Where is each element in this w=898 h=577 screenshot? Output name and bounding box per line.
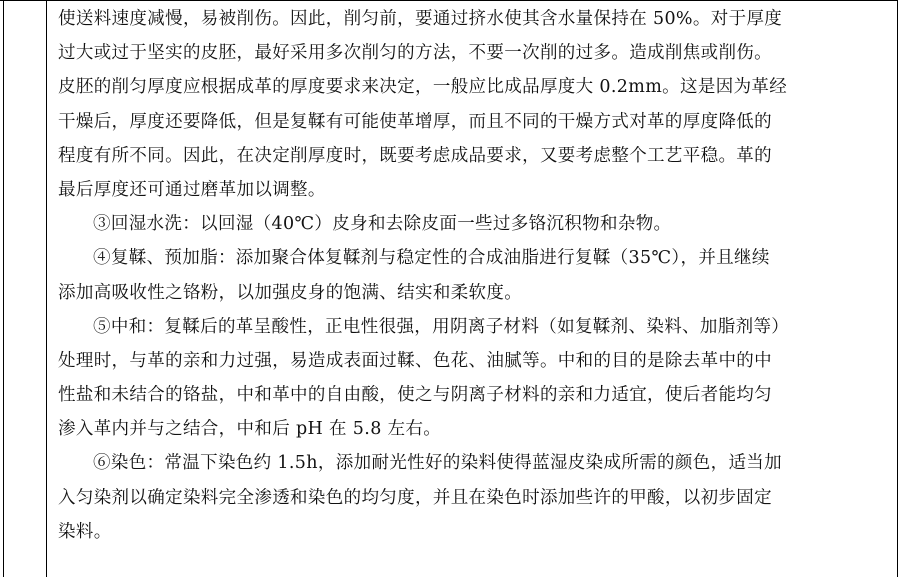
paragraph-line: 皮胚的削匀厚度应根据成革的厚度要求来决定，一般应比成品厚度大 0.2mm。这是因为革经 bbox=[58, 77, 788, 98]
table-left-border bbox=[3, 0, 4, 577]
paragraph-line: 过大或过于坚实的皮胚，最好采用多次削匀的方法，不要一次削的过多。造成削焦或削伤。 bbox=[58, 43, 772, 64]
table-column-divider bbox=[46, 0, 47, 577]
paragraph-line: 性盐和未结合的铬盐，中和革中的自由酸，使之与阴离子材料的亲和力适宜，使后者能均匀 bbox=[58, 385, 772, 406]
step-neutralization: ⑤中和：复鞣后的革呈酸性，正电性很强，用阴离子材料（如复鞣剂、染料、加脂剂等） bbox=[93, 316, 790, 337]
paragraph-line: 染料。 bbox=[58, 521, 112, 542]
paragraph-line: 处理时，与革的亲和力过强，易造成表面过鞣、色花、油腻等。中和的目的是除去革中的中 bbox=[58, 350, 772, 371]
paragraph-line: 干燥后，厚度还要降低，但是复鞣有可能使革增厚，而且不同的干燥方式对革的厚度降低的 bbox=[58, 111, 772, 132]
document-body bbox=[58, 2, 886, 549]
step-rewet-wash: ③回湿水洗：以回湿（40℃）皮身和去除皮面一些过多铬沉积物和杂物。 bbox=[93, 214, 672, 235]
paragraph-line: 入匀染剂以确定染料完全渗透和染色的均匀度，并且在染色时添加些许的甲酸，以初步固定 bbox=[58, 487, 772, 508]
paragraph-line: 添加高吸收性之铬粉，以加强皮身的饱满、结实和柔软度。 bbox=[58, 282, 523, 303]
paragraph-line: 程度有所不同。因此，在决定削厚度时，既要考虑成品要求，又要考虑整个工艺平稳。革的 bbox=[58, 145, 772, 166]
paragraph-line: 使送料速度减慢，易被削伤。因此，削匀前，要通过挤水使其含水量保持在 50%。对于厚度 bbox=[58, 9, 783, 29]
paragraph-line: 最后厚度还可通过磨革加以调整。 bbox=[58, 179, 326, 200]
step-dyeing: ⑥染色：常温下染色约 1.5h，添加耐光性好的染料使得蓝湿皮染成所需的颜色，适当加 bbox=[93, 453, 783, 474]
paragraph-line: 渗入革内并与之结合，中和后 pH 在 5.8 左右。 bbox=[58, 419, 442, 440]
step-retan-prefatliquor: ④复鞣、预加脂：添加聚合体复鞣剂与稳定性的合成油脂进行复鞣（35℃），并且继续 bbox=[93, 248, 770, 269]
